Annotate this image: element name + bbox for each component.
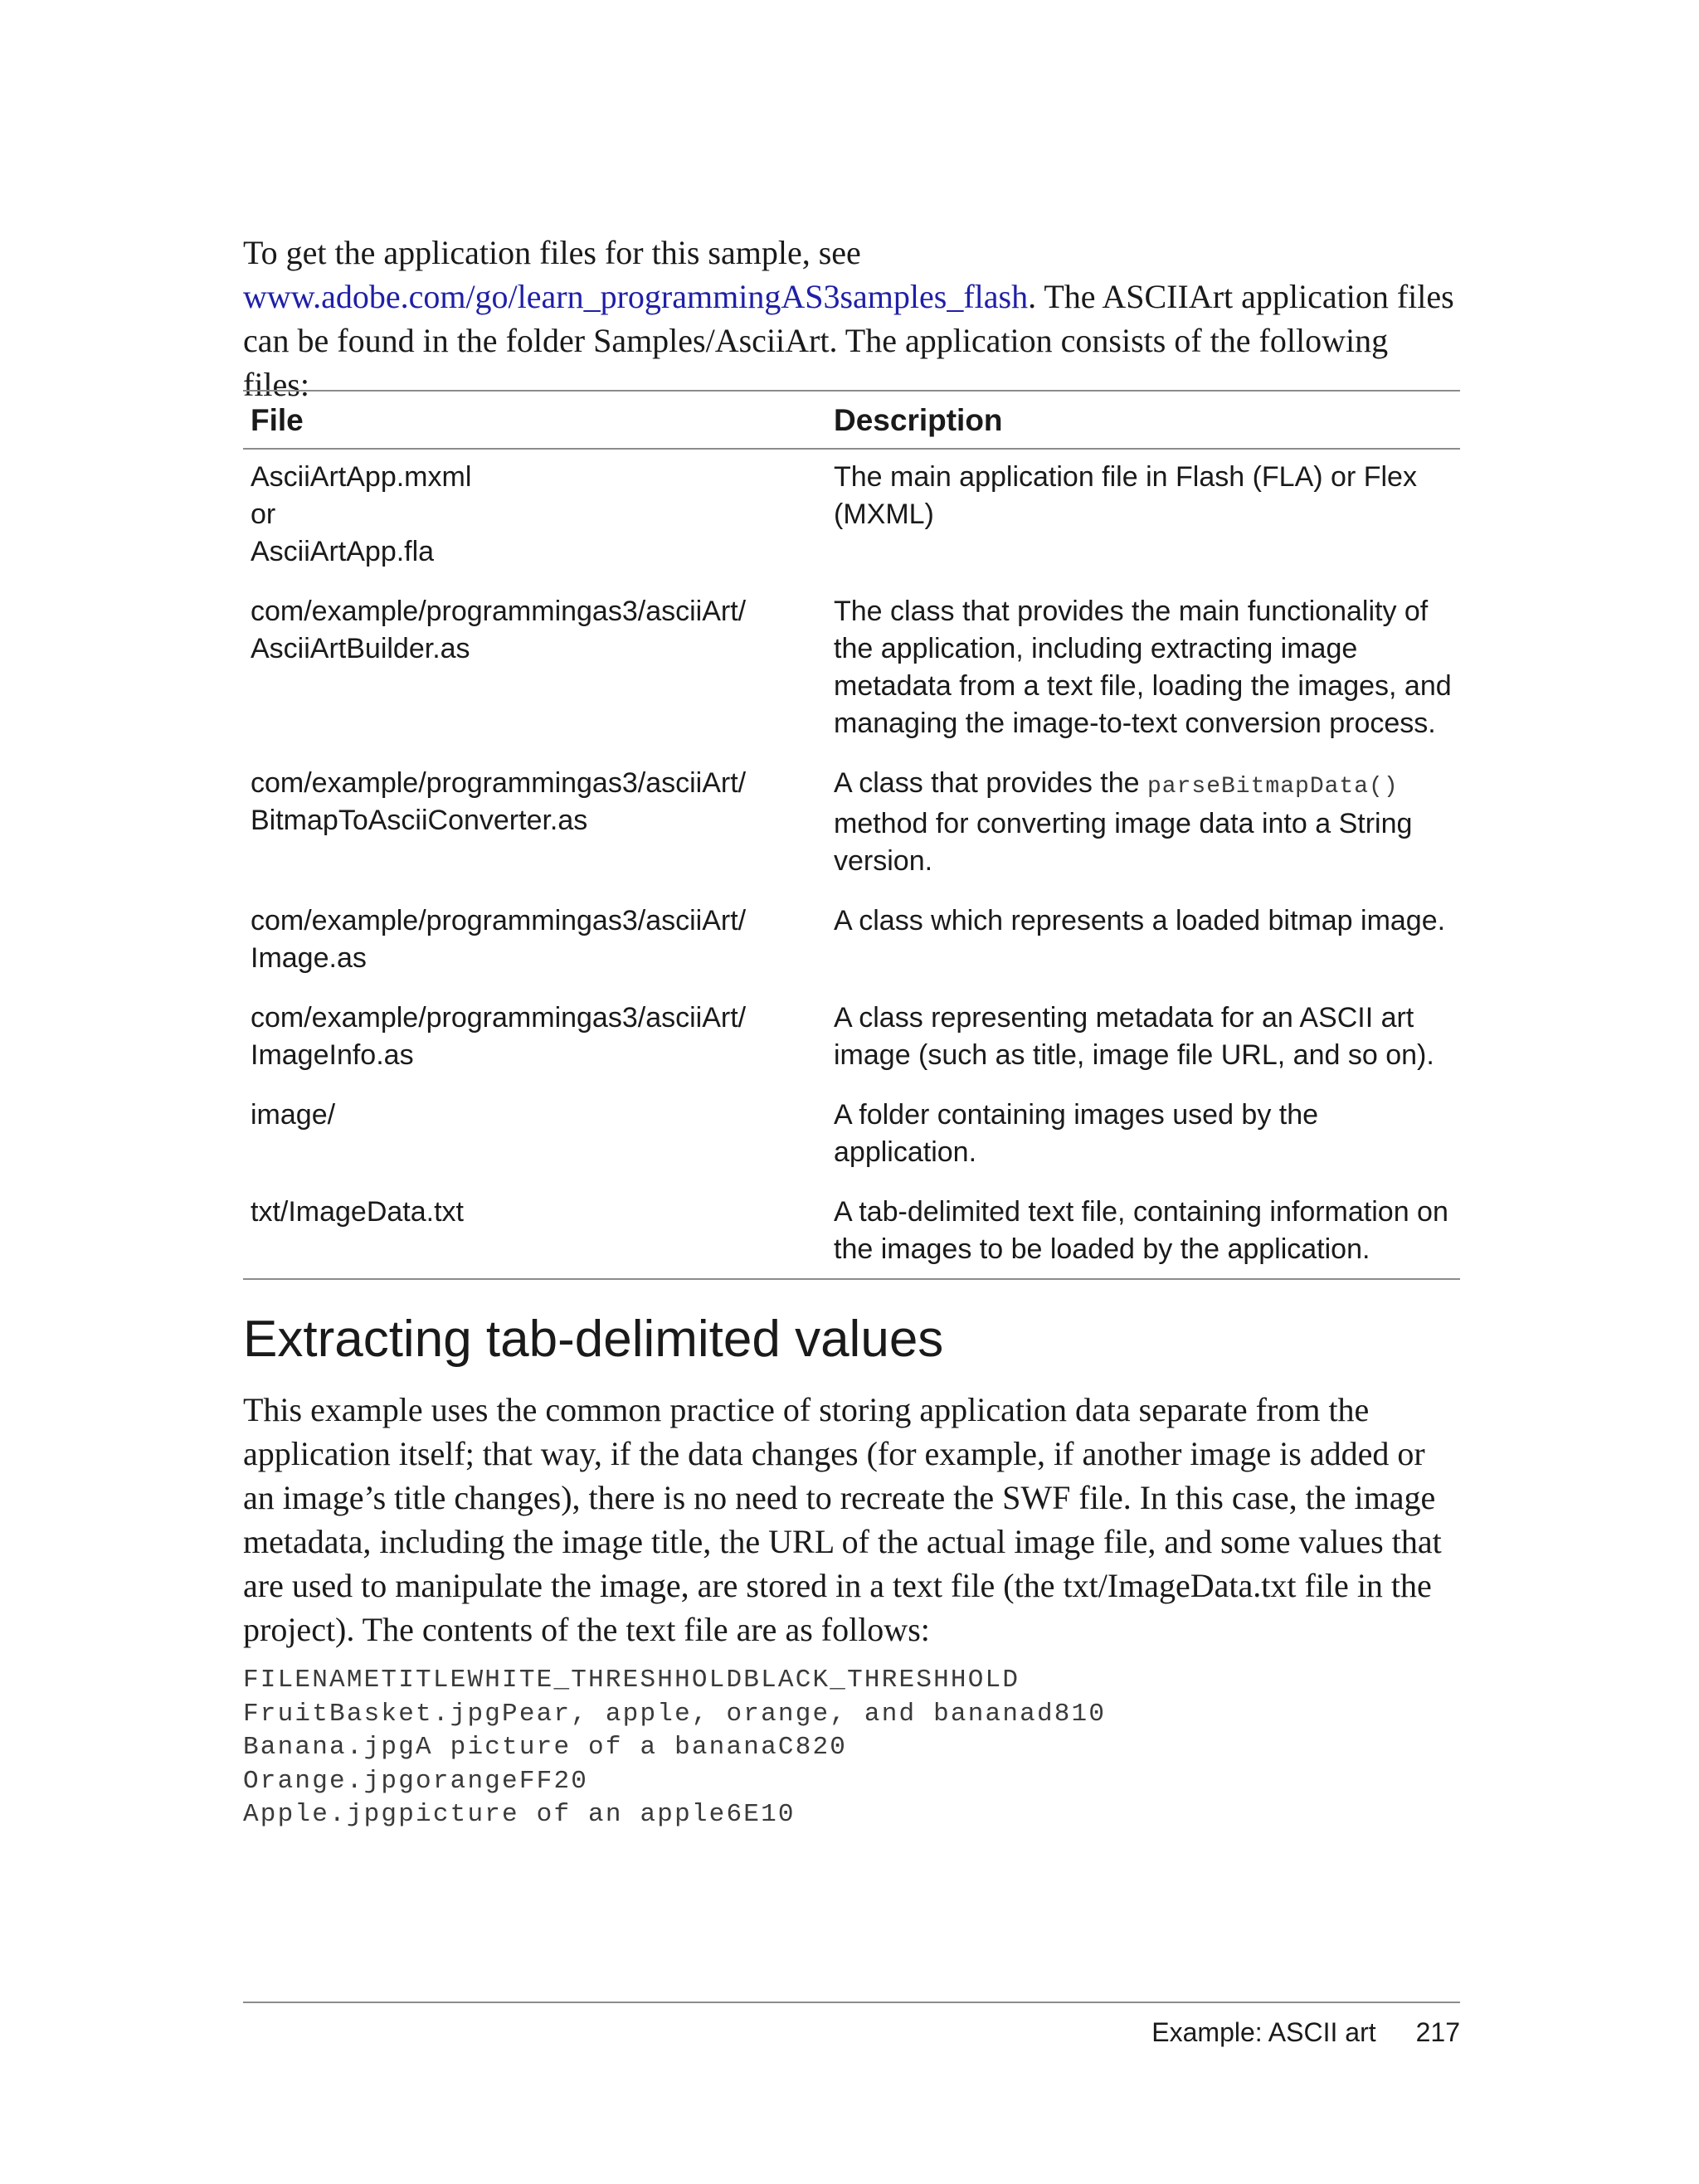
table-row xyxy=(243,449,1460,586)
section-paragraph: This example uses the common practice of storing application data separate from the application itself; that way, if the data changes (for example, if another image is added or an image’s title changes), there is no need to recreate the SWF file. In this case, the image metadata, including the image title, the URL of the actual image file, and some values that are used to manipulate the image, are stored in a text file (the txt/ImageData.txt file in the project). The contents of the text file are as follows: xyxy=(243,1391,1442,1648)
file-cell xyxy=(243,1187,826,1279)
file-cell xyxy=(243,993,826,1090)
column-header-file: File xyxy=(243,391,826,449)
description-cell: A tab-delimited text file, containing information on the images to be loaded by the application. xyxy=(826,1187,1460,1279)
description-cell: The class that provides the main functionality of the application, including extracting image metadata from a text file, loading the images, and managing the image-to-text conversion process. xyxy=(834,596,1452,739)
page-footer xyxy=(1151,2014,1460,2050)
table-header-row xyxy=(243,391,1460,449)
file-cell xyxy=(243,449,826,586)
footer-section-title: Example: ASCII art xyxy=(1151,2017,1376,2047)
description-text: method for converting image data into a String version. xyxy=(834,808,1413,877)
footer-divider xyxy=(243,2002,1460,2003)
intro-text-before-link: To get the application files for this sample, see xyxy=(243,234,861,271)
file-cell xyxy=(243,758,826,896)
section-heading: Extracting tab-delimited values xyxy=(243,1311,944,1368)
code-line: FILENAMETITLEWHITE_THRESHHOLDBLACK_THRESHHOLD xyxy=(243,1666,1020,1695)
code-line: FruitBasket.jpgPear, apple, orange, and bananad810 xyxy=(243,1699,1107,1729)
table-row xyxy=(243,993,1460,1090)
description-cell: The main application file in Flash (FLA) or Flex (MXML) xyxy=(834,461,1417,530)
file-name: txt/ImageData.txt xyxy=(251,1196,464,1228)
description-text: A class that provides the xyxy=(834,767,1147,799)
description-cell: A class representing metadata for an ASCII art image (such as title, image file URL, and so on). xyxy=(834,1002,1434,1071)
description-cell: A class which represents a loaded bitmap image. xyxy=(834,905,1446,936)
file-name: com/example/programmingas3/asciiArt/ AsciiArtBuilder.as xyxy=(251,596,747,664)
file-cell xyxy=(243,896,826,993)
file-name: com/example/programmingas3/asciiArt/ ImageInfo.as xyxy=(251,1002,747,1071)
file-name: com/example/programmingas3/asciiArt/ BitmapToAsciiConverter.as xyxy=(251,767,747,836)
table-row xyxy=(243,1187,1460,1279)
application-files-table xyxy=(243,390,1460,1280)
file-cell xyxy=(243,586,826,758)
code-line: Apple.jpgpicture of an apple6E10 xyxy=(243,1800,796,1829)
file-name: com/example/programmingas3/asciiArt/ Image.as xyxy=(251,905,747,974)
inline-code-method: parseBitmapData() xyxy=(1146,774,1399,800)
table-row xyxy=(243,586,1460,758)
table-row xyxy=(243,758,1460,896)
intro-text-after-link: . The ASCIIArt application files can be found in the folder Samples/AsciiArt. The application consists of the following files: xyxy=(243,278,1454,403)
intro-paragraph xyxy=(243,231,1460,406)
description-cell xyxy=(826,758,1460,896)
table-row xyxy=(243,896,1460,993)
code-line: Banana.jpgA picture of a bananaC820 xyxy=(243,1733,848,1762)
code-line: Orange.jpgorangeFF20 xyxy=(243,1766,589,1796)
file-name: AsciiArtApp.mxml or AsciiArtApp.fla xyxy=(251,461,472,567)
file-name: image/ xyxy=(251,1099,336,1131)
table-row xyxy=(243,1090,1460,1187)
page-number: 217 xyxy=(1415,2017,1460,2047)
code-listing xyxy=(243,1664,1106,1832)
description-cell: A folder containing images used by the application. xyxy=(834,1099,1319,1168)
samples-download-link[interactable]: www.adobe.com/go/learn_programmingAS3samples_flash xyxy=(243,278,1029,315)
column-header-description: Description xyxy=(826,391,1460,449)
file-cell xyxy=(243,1090,826,1187)
